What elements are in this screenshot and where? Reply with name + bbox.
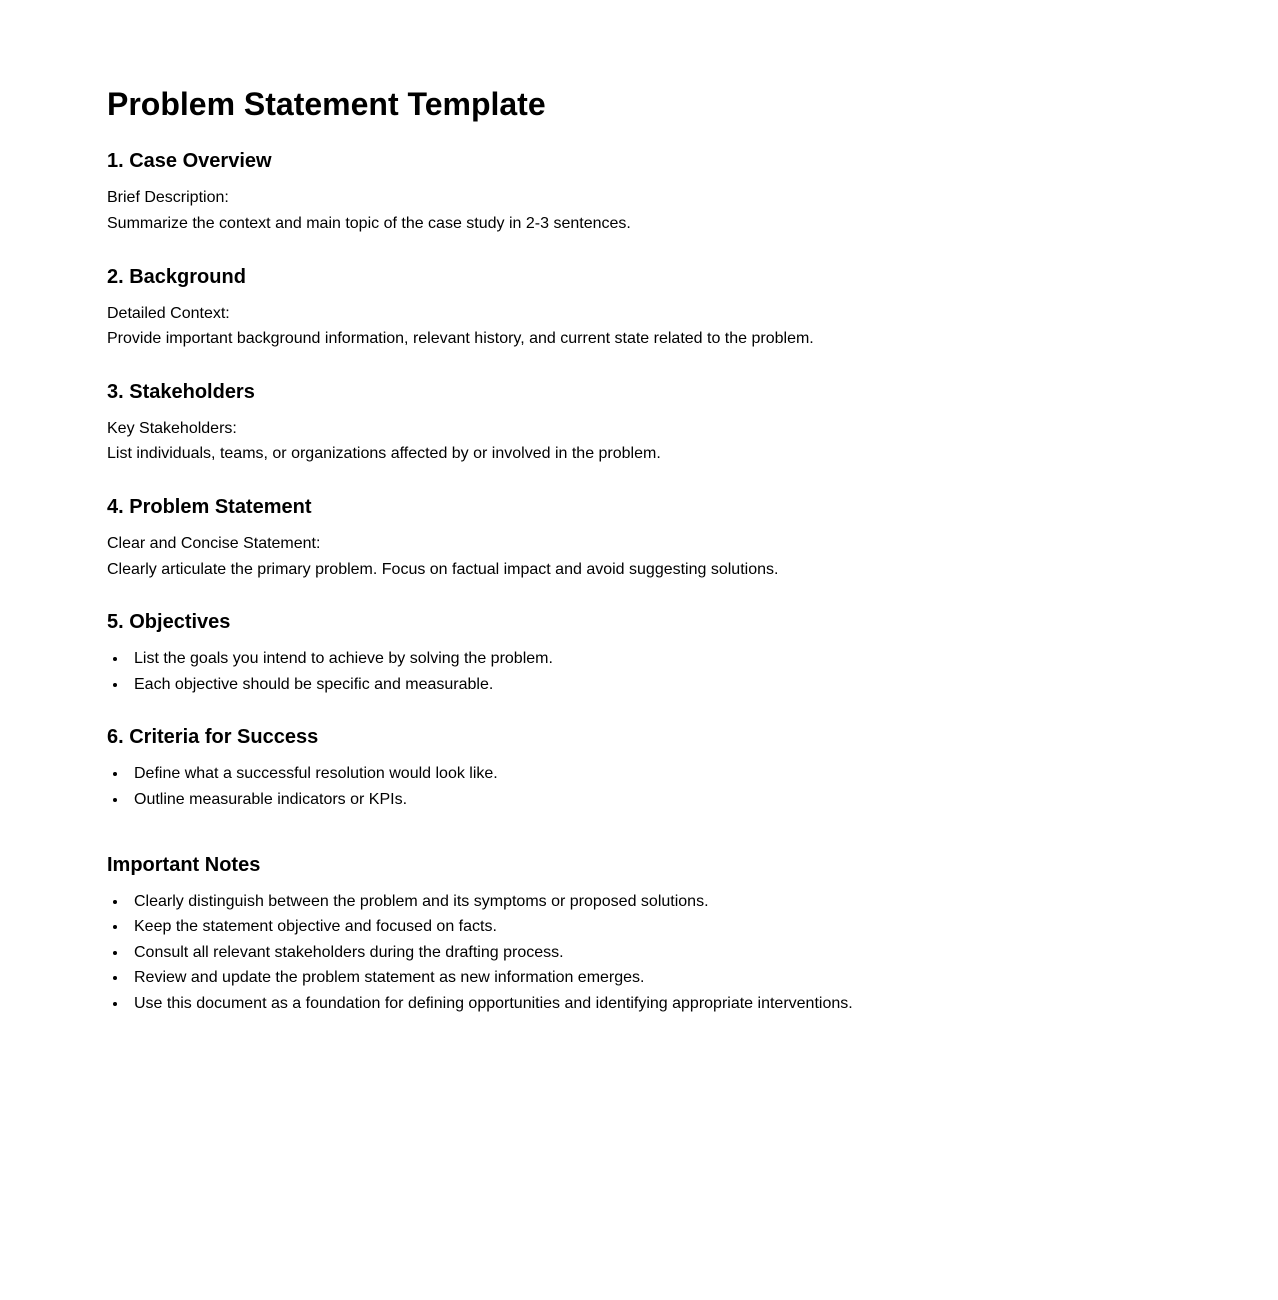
section-heading: Important Notes [107, 853, 261, 876]
bullet-item: • Consult all relevant stakeholders during the drafting process. [128, 940, 1171, 966]
document-section [107, 265, 1171, 352]
bullet-list [107, 889, 1171, 1017]
section-text-line: Key Stakeholders: [107, 419, 237, 437]
bullet-item: • Use this document as a foundation for defining opportunities and identifying appropriate interventions. [128, 991, 1171, 1017]
bullet-item: • Each objective should be specific and measurable. [128, 672, 1171, 698]
section-heading: 6. Criteria for Success [107, 726, 319, 749]
bullet-item: • Define what a successful resolution would look like. [128, 761, 1171, 787]
section-paragraph [107, 416, 1171, 467]
section-text-line: Provide important background information, relevant history, and current state related to the problem. [107, 330, 814, 348]
document-section [107, 853, 1171, 1017]
document-section [107, 149, 1171, 236]
section-text-line: Detailed Context: [107, 304, 230, 322]
section-paragraph [107, 185, 1171, 236]
section-paragraph [107, 301, 1171, 352]
section-heading: 4. Problem Statement [107, 495, 312, 518]
bullet-item: • List the goals you intend to achieve by solving the problem. [128, 646, 1171, 672]
bullet-item: • Outline measurable indicators or KPIs. [128, 787, 1171, 813]
bullet-item: • Keep the statement objective and focused on facts. [128, 914, 1171, 940]
document-title: Problem Statement Template [107, 86, 546, 122]
document-section [107, 495, 1171, 582]
bullet-list [107, 761, 1171, 812]
section-text-line: Clear and Concise Statement: [107, 534, 321, 552]
bullet-item: • Review and update the problem statement as new information emerges. [128, 965, 1171, 991]
document-section [107, 380, 1171, 467]
section-text-line: Clearly articulate the primary problem. Focus on factual impact and avoid suggesting solutions. [107, 560, 779, 578]
section-heading: 3. Stakeholders [107, 380, 255, 403]
bullet-list [107, 646, 1171, 697]
section-text-line: Summarize the context and main topic of the case study in 2-3 sentences. [107, 214, 631, 232]
bullet-item: • Clearly distinguish between the problem and its symptoms or proposed solutions. [128, 889, 1171, 915]
section-paragraph [107, 531, 1171, 582]
section-heading: 2. Background [107, 265, 246, 288]
section-heading: 1. Case Overview [107, 150, 272, 173]
section-text-line: List individuals, teams, or organizations affected by or involved in the problem. [107, 445, 661, 463]
document-section [107, 725, 1171, 812]
section-heading: 5. Objectives [107, 611, 231, 634]
section-text-line: Brief Description: [107, 189, 229, 207]
document-section [107, 610, 1171, 697]
sections-container [107, 149, 1171, 1016]
